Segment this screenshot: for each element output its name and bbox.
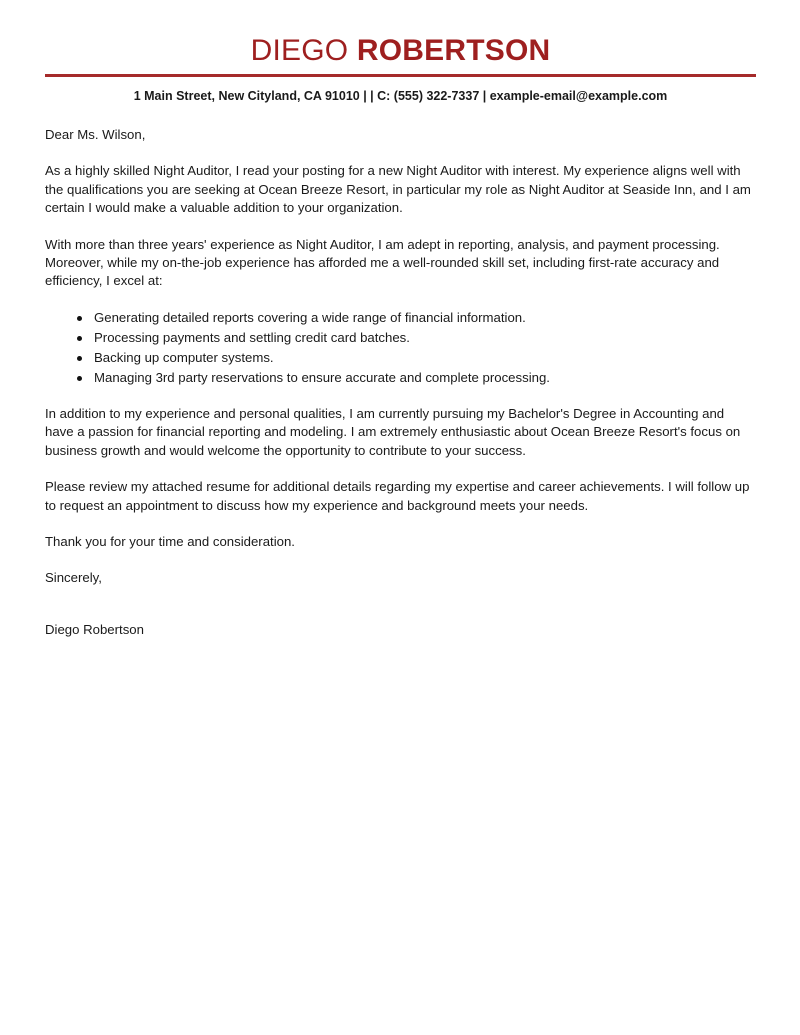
body-paragraph-2: With more than three years' experience as Night Auditor, I am adept in reporting, analysis, and payment processing. Moreover, while my on-the-job experience has afforded me a well-rounded skill set, including first-rate accuracy and efficiency, I excel at:: [45, 236, 720, 289]
list-item-label: Generating detailed reports covering a wide range of financial information.: [94, 309, 526, 325]
signature-name: Diego Robertson: [45, 621, 144, 637]
body-paragraph-4: Please review my attached resume for additional details regarding my expertise and career achievements. I will follow up to request an appointment to discuss how my experience and background meets your needs.: [45, 479, 750, 513]
closing-thanks: Thank you for your time and consideration.: [45, 534, 295, 549]
bullet-icon: [77, 356, 82, 361]
bullet-icon: [77, 376, 82, 381]
list-item-label: Backing up computer systems.: [94, 349, 274, 365]
list-item: [77, 369, 756, 387]
bullet-icon: [77, 336, 82, 341]
applicant-last-name: ROBERTSON: [356, 34, 551, 67]
closing-sign-off: Sincerely,: [45, 570, 102, 586]
list-item-label: Processing payments and settling credit card batches.: [94, 329, 410, 345]
list-item-label: Managing 3rd party reservations to ensure accurate and complete processing.: [94, 369, 550, 385]
letter-body: [45, 126, 756, 639]
body-paragraph-3: In addition to my experience and personal qualities, I am currently pursuing my Bachelor's Degree in Accounting and have a passion for financial reporting and modeling. I am extremely enthusiastic about Ocean Breeze Resort's focus on business growth and would welcome the opportunity to contribute to your success.: [45, 405, 741, 458]
salutation: Dear Ms. Wilson,: [45, 127, 146, 142]
body-paragraph-1: As a highly skilled Night Auditor, I read your posting for a new Night Auditor with interest. My experience aligns well with the qualifications you are seeking at Ocean Breeze Resort, in particular my role as Night Auditor at Seaside Inn, and I am certain I would make a valuable addition to your organization.: [45, 163, 751, 216]
header-divider-rule: [45, 74, 756, 77]
list-item: [77, 329, 756, 347]
applicant-first-name: DIEGO: [250, 34, 349, 67]
letter-content: [45, 0, 756, 639]
skills-list: [45, 309, 756, 387]
applicant-name: [45, 34, 756, 68]
list-item: [77, 309, 756, 327]
letter-header: [45, 0, 756, 104]
contact-info-line: 1 Main Street, New Cityland, CA 91010 | | C: (555) 322-7337 | example-email@example.com: [133, 89, 668, 103]
list-item: [77, 349, 756, 367]
bullet-icon: [77, 316, 82, 321]
